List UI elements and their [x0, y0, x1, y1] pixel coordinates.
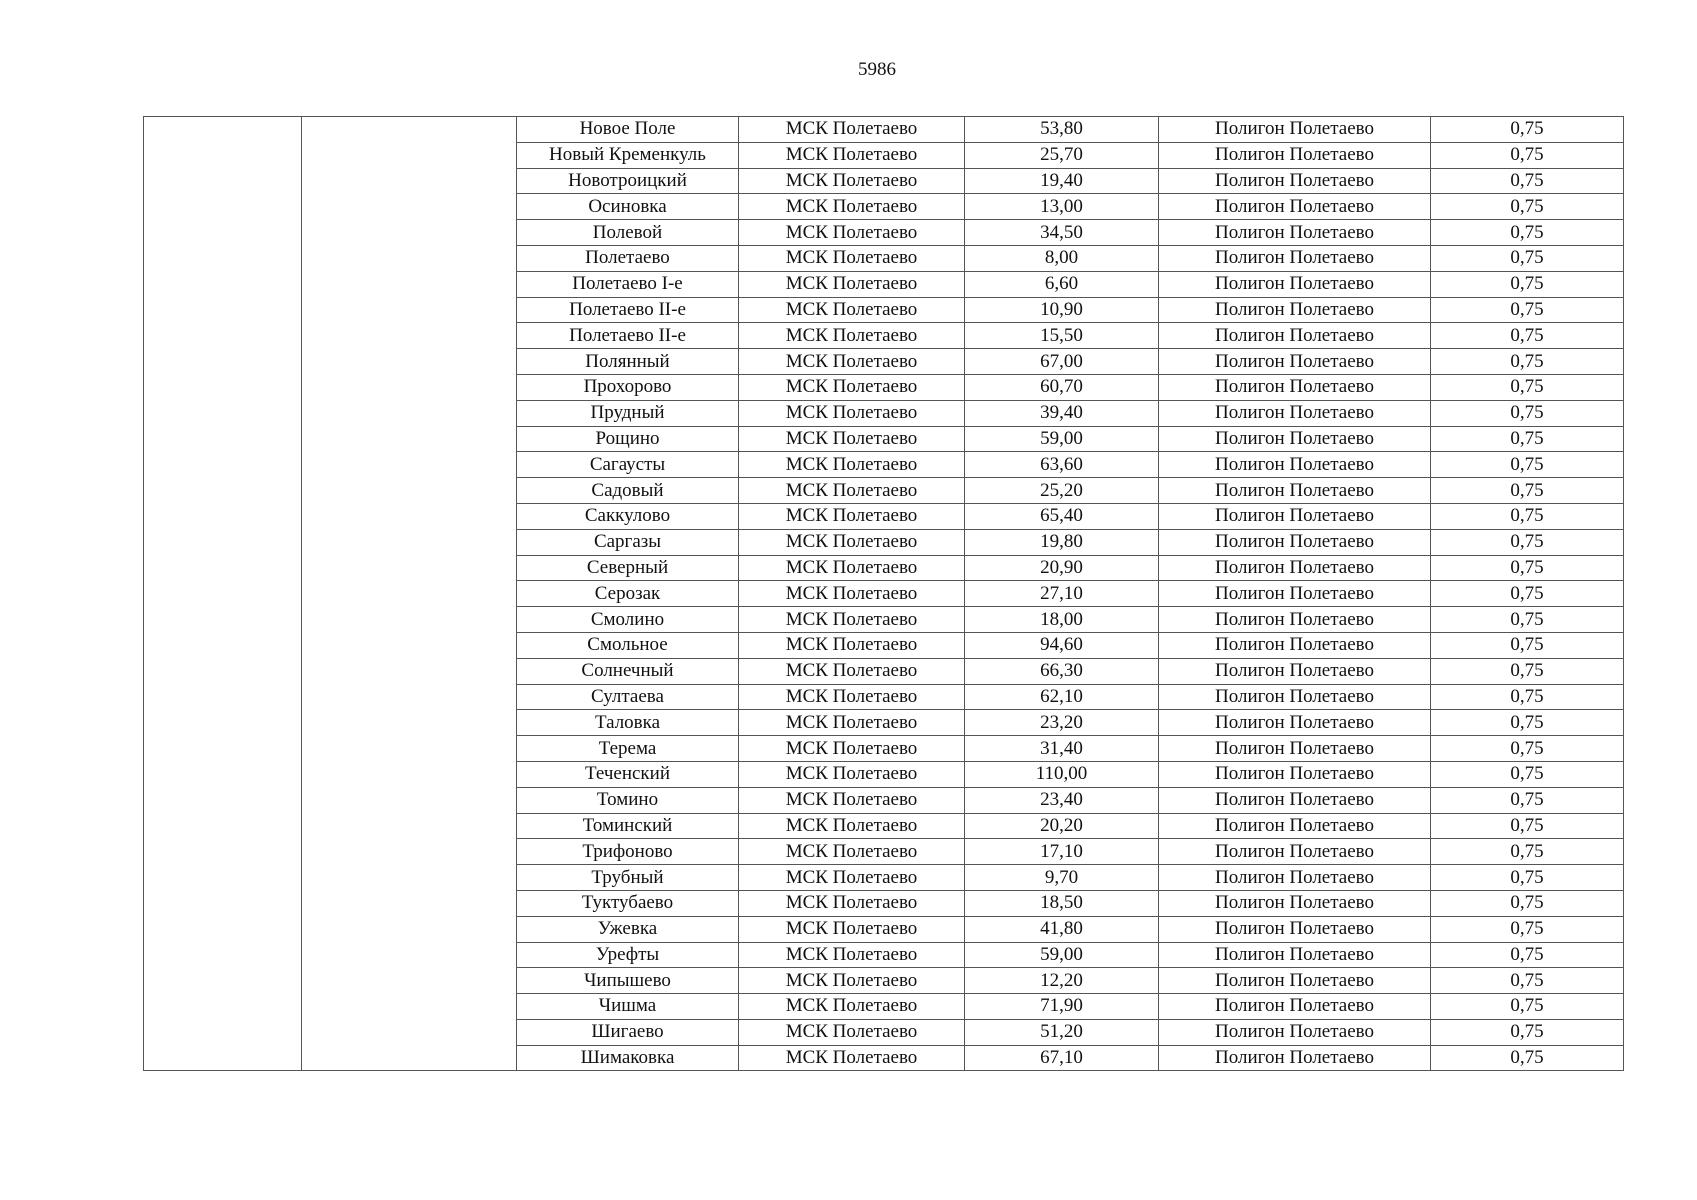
destination-site-cell: Полигон Полетаево	[1159, 684, 1431, 710]
destination-site-cell: Полигон Полетаево	[1159, 478, 1431, 504]
distance-cell: 20,90	[965, 555, 1159, 581]
source-site-cell: МСК Полетаево	[739, 916, 965, 942]
destination-site-cell: Полигон Полетаево	[1159, 529, 1431, 555]
table-body	[144, 117, 1624, 1071]
settlement-cell: Полетаево	[517, 245, 739, 271]
settlement-cell: Новое Поле	[517, 117, 739, 143]
destination-site-cell: Полигон Полетаево	[1159, 194, 1431, 220]
destination-site-cell: Полигон Полетаево	[1159, 813, 1431, 839]
destination-site-cell: Полигон Полетаево	[1159, 117, 1431, 143]
distance-cell: 63,60	[965, 452, 1159, 478]
distance-cell: 17,10	[965, 839, 1159, 865]
coefficient-cell: 0,75	[1431, 839, 1624, 865]
coefficient-cell: 0,75	[1431, 1045, 1624, 1071]
settlement-cell: Томино	[517, 787, 739, 813]
coefficient-cell: 0,75	[1431, 142, 1624, 168]
distance-cell: 6,60	[965, 271, 1159, 297]
settlements-table	[143, 116, 1624, 1071]
distance-cell: 8,00	[965, 245, 1159, 271]
settlement-cell: Чишма	[517, 994, 739, 1020]
merged-empty-cell-1	[144, 117, 302, 1071]
coefficient-cell: 0,75	[1431, 658, 1624, 684]
source-site-cell: МСК Полетаево	[739, 710, 965, 736]
source-site-cell: МСК Полетаево	[739, 684, 965, 710]
destination-site-cell: Полигон Полетаево	[1159, 890, 1431, 916]
destination-site-cell: Полигон Полетаево	[1159, 374, 1431, 400]
distance-cell: 65,40	[965, 503, 1159, 529]
coefficient-cell: 0,75	[1431, 426, 1624, 452]
coefficient-cell: 0,75	[1431, 710, 1624, 736]
settlement-cell: Садовый	[517, 478, 739, 504]
distance-cell: 9,70	[965, 865, 1159, 891]
source-site-cell: МСК Полетаево	[739, 168, 965, 194]
source-site-cell: МСК Полетаево	[739, 1045, 965, 1071]
destination-site-cell: Полигон Полетаево	[1159, 761, 1431, 787]
coefficient-cell: 0,75	[1431, 684, 1624, 710]
coefficient-cell: 0,75	[1431, 787, 1624, 813]
source-site-cell: МСК Полетаево	[739, 890, 965, 916]
settlement-cell: Полетаево II-е	[517, 297, 739, 323]
distance-cell: 31,40	[965, 736, 1159, 762]
settlement-cell: Полевой	[517, 220, 739, 246]
destination-site-cell: Полигон Полетаево	[1159, 220, 1431, 246]
source-site-cell: МСК Полетаево	[739, 374, 965, 400]
source-site-cell: МСК Полетаево	[739, 400, 965, 426]
destination-site-cell: Полигон Полетаево	[1159, 865, 1431, 891]
distance-cell: 41,80	[965, 916, 1159, 942]
merged-empty-cell-2	[302, 117, 517, 1071]
coefficient-cell: 0,75	[1431, 865, 1624, 891]
source-site-cell: МСК Полетаево	[739, 968, 965, 994]
source-site-cell: МСК Полетаево	[739, 529, 965, 555]
distance-cell: 23,40	[965, 787, 1159, 813]
distance-cell: 18,00	[965, 607, 1159, 633]
settlement-cell: Полетаево I-е	[517, 271, 739, 297]
source-site-cell: МСК Полетаево	[739, 323, 965, 349]
settlement-cell: Терема	[517, 736, 739, 762]
distance-cell: 13,00	[965, 194, 1159, 220]
distance-cell: 62,10	[965, 684, 1159, 710]
settlement-cell: Трифоново	[517, 839, 739, 865]
destination-site-cell: Полигон Полетаево	[1159, 658, 1431, 684]
settlement-cell: Новотроицкий	[517, 168, 739, 194]
coefficient-cell: 0,75	[1431, 374, 1624, 400]
destination-site-cell: Полигон Полетаево	[1159, 168, 1431, 194]
coefficient-cell: 0,75	[1431, 1019, 1624, 1045]
coefficient-cell: 0,75	[1431, 349, 1624, 375]
destination-site-cell: Полигон Полетаево	[1159, 426, 1431, 452]
distance-cell: 67,10	[965, 1045, 1159, 1071]
destination-site-cell: Полигон Полетаево	[1159, 297, 1431, 323]
source-site-cell: МСК Полетаево	[739, 245, 965, 271]
source-site-cell: МСК Полетаево	[739, 297, 965, 323]
source-site-cell: МСК Полетаево	[739, 865, 965, 891]
distance-cell: 25,20	[965, 478, 1159, 504]
settlement-cell: Северный	[517, 555, 739, 581]
coefficient-cell: 0,75	[1431, 452, 1624, 478]
destination-site-cell: Полигон Полетаево	[1159, 349, 1431, 375]
destination-site-cell: Полигон Полетаево	[1159, 1019, 1431, 1045]
source-site-cell: МСК Полетаево	[739, 503, 965, 529]
coefficient-cell: 0,75	[1431, 736, 1624, 762]
settlement-cell: Саккулово	[517, 503, 739, 529]
coefficient-cell: 0,75	[1431, 297, 1624, 323]
destination-site-cell: Полигон Полетаево	[1159, 942, 1431, 968]
distance-cell: 12,20	[965, 968, 1159, 994]
source-site-cell: МСК Полетаево	[739, 426, 965, 452]
coefficient-cell: 0,75	[1431, 968, 1624, 994]
source-site-cell: МСК Полетаево	[739, 581, 965, 607]
settlement-cell: Прохорово	[517, 374, 739, 400]
source-site-cell: МСК Полетаево	[739, 813, 965, 839]
distance-cell: 110,00	[965, 761, 1159, 787]
distance-cell: 34,50	[965, 220, 1159, 246]
distance-cell: 20,20	[965, 813, 1159, 839]
source-site-cell: МСК Полетаево	[739, 839, 965, 865]
destination-site-cell: Полигон Полетаево	[1159, 400, 1431, 426]
settlement-cell: Серозак	[517, 581, 739, 607]
destination-site-cell: Полигон Полетаево	[1159, 994, 1431, 1020]
source-site-cell: МСК Полетаево	[739, 142, 965, 168]
source-site-cell: МСК Полетаево	[739, 452, 965, 478]
distance-cell: 59,00	[965, 942, 1159, 968]
settlement-cell: Ужевка	[517, 916, 739, 942]
settlement-cell: Солнечный	[517, 658, 739, 684]
settlement-cell: Прудный	[517, 400, 739, 426]
distance-cell: 94,60	[965, 632, 1159, 658]
settlement-cell: Урефты	[517, 942, 739, 968]
coefficient-cell: 0,75	[1431, 994, 1624, 1020]
coefficient-cell: 0,75	[1431, 813, 1624, 839]
destination-site-cell: Полигон Полетаево	[1159, 245, 1431, 271]
distance-cell: 51,20	[965, 1019, 1159, 1045]
coefficient-cell: 0,75	[1431, 323, 1624, 349]
settlement-cell: Чипышево	[517, 968, 739, 994]
settlement-cell: Саргазы	[517, 529, 739, 555]
destination-site-cell: Полигон Полетаево	[1159, 452, 1431, 478]
destination-site-cell: Полигон Полетаево	[1159, 142, 1431, 168]
destination-site-cell: Полигон Полетаево	[1159, 632, 1431, 658]
settlement-cell: Рощино	[517, 426, 739, 452]
coefficient-cell: 0,75	[1431, 529, 1624, 555]
source-site-cell: МСК Полетаево	[739, 607, 965, 633]
coefficient-cell: 0,75	[1431, 607, 1624, 633]
source-site-cell: МСК Полетаево	[739, 349, 965, 375]
coefficient-cell: 0,75	[1431, 220, 1624, 246]
source-site-cell: МСК Полетаево	[739, 555, 965, 581]
coefficient-cell: 0,75	[1431, 916, 1624, 942]
settlement-cell: Сагаусты	[517, 452, 739, 478]
destination-site-cell: Полигон Полетаево	[1159, 1045, 1431, 1071]
destination-site-cell: Полигон Полетаево	[1159, 607, 1431, 633]
distance-cell: 23,20	[965, 710, 1159, 736]
distance-cell: 19,80	[965, 529, 1159, 555]
settlement-cell: Шимаковка	[517, 1045, 739, 1071]
settlement-cell: Новый Кременкуль	[517, 142, 739, 168]
source-site-cell: МСК Полетаево	[739, 1019, 965, 1045]
coefficient-cell: 0,75	[1431, 194, 1624, 220]
distance-cell: 66,30	[965, 658, 1159, 684]
destination-site-cell: Полигон Полетаево	[1159, 555, 1431, 581]
source-site-cell: МСК Полетаево	[739, 632, 965, 658]
distance-cell: 10,90	[965, 297, 1159, 323]
settlement-cell: Смолино	[517, 607, 739, 633]
distance-cell: 59,00	[965, 426, 1159, 452]
destination-site-cell: Полигон Полетаево	[1159, 710, 1431, 736]
destination-site-cell: Полигон Полетаево	[1159, 916, 1431, 942]
distance-cell: 71,90	[965, 994, 1159, 1020]
coefficient-cell: 0,75	[1431, 761, 1624, 787]
destination-site-cell: Полигон Полетаево	[1159, 787, 1431, 813]
coefficient-cell: 0,75	[1431, 555, 1624, 581]
settlement-cell: Теченский	[517, 761, 739, 787]
destination-site-cell: Полигон Полетаево	[1159, 968, 1431, 994]
settlement-cell: Туктубаево	[517, 890, 739, 916]
destination-site-cell: Полигон Полетаево	[1159, 271, 1431, 297]
settlement-cell: Трубный	[517, 865, 739, 891]
page-number: 5986	[858, 59, 896, 80]
distance-cell: 19,40	[965, 168, 1159, 194]
coefficient-cell: 0,75	[1431, 890, 1624, 916]
settlement-cell: Смольное	[517, 632, 739, 658]
source-site-cell: МСК Полетаево	[739, 787, 965, 813]
coefficient-cell: 0,75	[1431, 478, 1624, 504]
distance-cell: 39,40	[965, 400, 1159, 426]
destination-site-cell: Полигон Полетаево	[1159, 581, 1431, 607]
coefficient-cell: 0,75	[1431, 245, 1624, 271]
settlement-cell: Осиновка	[517, 194, 739, 220]
distance-cell: 25,70	[965, 142, 1159, 168]
distance-cell: 67,00	[965, 349, 1159, 375]
destination-site-cell: Полигон Полетаево	[1159, 323, 1431, 349]
coefficient-cell: 0,75	[1431, 581, 1624, 607]
coefficient-cell: 0,75	[1431, 942, 1624, 968]
settlement-cell: Полянный	[517, 349, 739, 375]
source-site-cell: МСК Полетаево	[739, 117, 965, 143]
coefficient-cell: 0,75	[1431, 632, 1624, 658]
settlement-cell: Султаева	[517, 684, 739, 710]
distance-cell: 15,50	[965, 323, 1159, 349]
distance-cell: 18,50	[965, 890, 1159, 916]
coefficient-cell: 0,75	[1431, 117, 1624, 143]
coefficient-cell: 0,75	[1431, 271, 1624, 297]
destination-site-cell: Полигон Полетаево	[1159, 839, 1431, 865]
coefficient-cell: 0,75	[1431, 503, 1624, 529]
coefficient-cell: 0,75	[1431, 168, 1624, 194]
source-site-cell: МСК Полетаево	[739, 194, 965, 220]
source-site-cell: МСК Полетаево	[739, 271, 965, 297]
settlement-cell: Таловка	[517, 710, 739, 736]
table-row	[144, 117, 1624, 143]
coefficient-cell: 0,75	[1431, 400, 1624, 426]
settlement-cell: Полетаево II-е	[517, 323, 739, 349]
source-site-cell: МСК Полетаево	[739, 994, 965, 1020]
source-site-cell: МСК Полетаево	[739, 478, 965, 504]
distance-cell: 60,70	[965, 374, 1159, 400]
distance-cell: 27,10	[965, 581, 1159, 607]
source-site-cell: МСК Полетаево	[739, 761, 965, 787]
destination-site-cell: Полигон Полетаево	[1159, 503, 1431, 529]
settlement-cell: Томинский	[517, 813, 739, 839]
distance-cell: 53,80	[965, 117, 1159, 143]
source-site-cell: МСК Полетаево	[739, 658, 965, 684]
source-site-cell: МСК Полетаево	[739, 942, 965, 968]
source-site-cell: МСК Полетаево	[739, 736, 965, 762]
destination-site-cell: Полигон Полетаево	[1159, 736, 1431, 762]
source-site-cell: МСК Полетаево	[739, 220, 965, 246]
settlement-cell: Шигаево	[517, 1019, 739, 1045]
